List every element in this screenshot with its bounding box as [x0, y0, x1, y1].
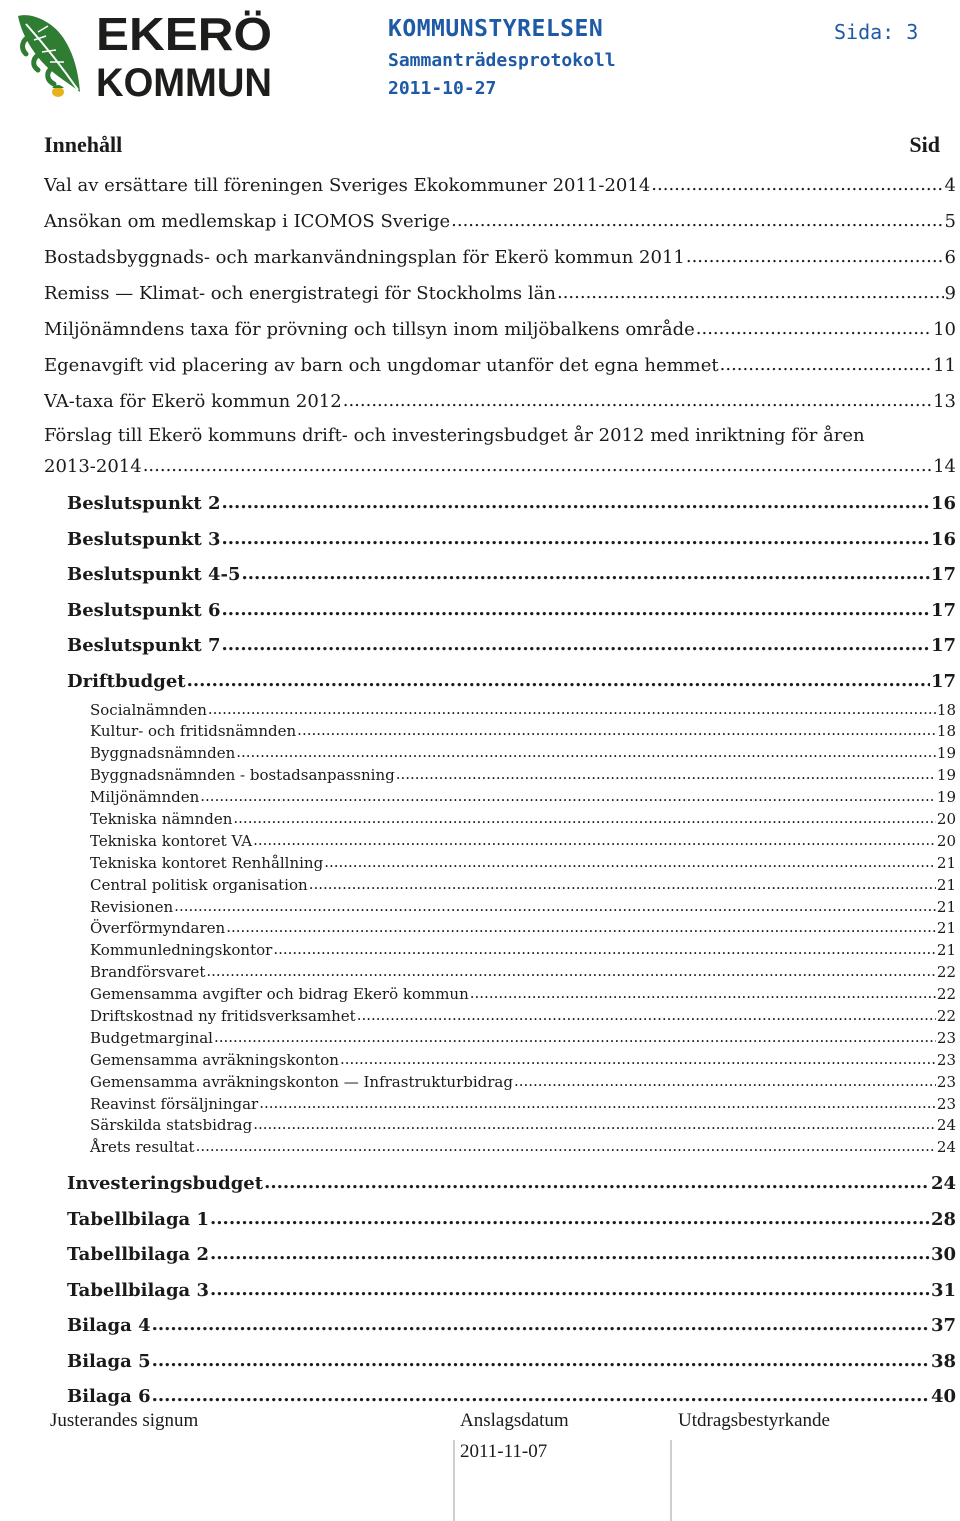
- toc-subentry[interactable]: Bilaga 5 ..... 38: [44, 1344, 956, 1380]
- toc-drift-item[interactable]: Reavinst försäljningar ..... 23: [44, 1094, 956, 1116]
- dot-leader: [297, 720, 936, 742]
- toc-subentry[interactable]: Beslutspunkt 3 ..... 16: [44, 522, 956, 558]
- dot-leader: [233, 808, 936, 830]
- page-number: Sida: 3: [834, 20, 919, 44]
- toc-drift-item[interactable]: Brandförsvaret ..... 22: [44, 962, 956, 984]
- toc-entry[interactable]: Val av ersättare till föreningen Sveriges Ekokommuner 2011-2014 ..... 4: [44, 168, 956, 204]
- dot-leader: [253, 830, 936, 852]
- dot-leader: [514, 1071, 936, 1093]
- toc-entry-budget-line2[interactable]: 2013-2014 ..... 14: [44, 452, 956, 486]
- logo-wordmark-top: EKERÖ: [96, 8, 272, 60]
- toc-subentry[interactable]: Tabellbilaga 3 ..... 31: [44, 1273, 956, 1309]
- toc-heading-row: [44, 132, 940, 162]
- toc-subentry[interactable]: Tabellbilaga 1 ..... 28: [44, 1202, 956, 1238]
- signature-label: Justerandes signum: [50, 1410, 199, 1431]
- toc-drift-item[interactable]: Årets resultat ..... 24: [44, 1137, 956, 1159]
- dot-leader: [152, 1307, 930, 1343]
- dot-leader: [222, 627, 930, 663]
- toc-drift-item[interactable]: Miljönämnden ..... 19: [44, 787, 956, 809]
- toc-drift-item[interactable]: Budgetmarginal ..... 23: [44, 1028, 956, 1050]
- toc-heading: Innehåll: [44, 132, 123, 157]
- toc-entry[interactable]: VA-taxa för Ekerö kommun 2012 ..... 13: [44, 384, 956, 420]
- dot-leader: [309, 874, 936, 896]
- toc-subentry[interactable]: Driftbudget ..... 17: [44, 664, 956, 700]
- dot-leader: [222, 592, 930, 628]
- dot-leader: [226, 917, 936, 939]
- toc-drift-item[interactable]: Central politisk organisation ..... 21: [44, 875, 956, 897]
- footer-divider: [670, 1440, 672, 1521]
- toc-drift-item[interactable]: Byggnadsnämnden ..... 19: [44, 743, 956, 765]
- dot-leader: [210, 1272, 930, 1308]
- dot-leader: [200, 786, 936, 808]
- footer-divider: [453, 1440, 455, 1521]
- dot-leader: [222, 485, 930, 521]
- notice-date: 2011-11-07: [460, 1441, 548, 1462]
- toc-drift-item[interactable]: Driftskostnad ny fritidsverksamhet ..... 22: [44, 1006, 956, 1028]
- toc-subentry[interactable]: Beslutspunkt 2 ..... 16: [44, 486, 956, 522]
- dot-leader: [236, 742, 936, 764]
- protocol-subtitle: Sammanträdesprotokoll: [388, 50, 616, 71]
- dot-leader: [253, 1114, 936, 1136]
- toc-drift-item[interactable]: Tekniska nämnden ..... 20: [44, 809, 956, 831]
- dot-leader: [196, 1136, 936, 1158]
- dot-leader: [264, 1165, 930, 1201]
- toc-entry[interactable]: Miljönämndens taxa för prövning och tillsyn inom miljöbalkens område ..... 10: [44, 312, 956, 348]
- toc-entry[interactable]: Egenavgift vid placering av barn och ungdomar utanför det egna hemmet ..... 11: [44, 348, 956, 384]
- toc-drift-item[interactable]: Särskilda statsbidrag ..... 24: [44, 1115, 956, 1137]
- dot-leader: [396, 764, 936, 786]
- toc-subentry[interactable]: Bilaga 4 ..... 37: [44, 1308, 956, 1344]
- toc-subentry[interactable]: Investeringsbudget ..... 24: [44, 1166, 956, 1202]
- toc-subentry[interactable]: Bilaga 6 ..... 40: [44, 1379, 956, 1415]
- dot-leader: [686, 239, 944, 275]
- table-of-contents: [44, 168, 956, 1415]
- dot-leader: [557, 275, 944, 311]
- toc-subentry[interactable]: Beslutspunkt 7 ..... 17: [44, 628, 956, 664]
- dot-leader: [214, 1027, 936, 1049]
- toc-drift-item[interactable]: Kultur- och fritidsnämnden ..... 18: [44, 721, 956, 743]
- toc-subentry[interactable]: Tabellbilaga 2 ..... 30: [44, 1237, 956, 1273]
- dot-leader: [143, 451, 932, 481]
- ekero-kommun-logo: [12, 6, 274, 100]
- toc-entry[interactable]: Remiss — Klimat- och energistrategi för Stockholms län ..... 9: [44, 276, 956, 312]
- toc-subentry[interactable]: Beslutspunkt 4-5 ..... 17: [44, 557, 956, 593]
- dot-leader: [208, 699, 936, 721]
- dot-leader: [451, 203, 943, 239]
- oak-leaf-icon: [18, 15, 80, 97]
- toc-drift-item[interactable]: Tekniska kontoret Renhållning ..... 21: [44, 853, 956, 875]
- dot-leader: [206, 961, 936, 983]
- toc-page-column-heading: Sid: [909, 132, 940, 157]
- toc-entry[interactable]: Bostadsbyggnads- och markanvändningsplan för Ekerö kommun 2011 ..... 6: [44, 240, 956, 276]
- toc-drift-item[interactable]: Kommunledningskontor ..... 21: [44, 940, 956, 962]
- dot-leader: [152, 1378, 930, 1414]
- dot-leader: [152, 1343, 930, 1379]
- dot-leader: [343, 383, 932, 419]
- toc-drift-item[interactable]: Gemensamma avräkningskonton ..... 23: [44, 1050, 956, 1072]
- dot-leader: [651, 167, 943, 203]
- toc-drift-item[interactable]: Tekniska kontoret VA ..... 20: [44, 831, 956, 853]
- toc-drift-item[interactable]: Gemensamma avräkningskonton — Infrastrukturbidrag ..... 23: [44, 1072, 956, 1094]
- dot-leader: [222, 521, 930, 557]
- dot-leader: [210, 1236, 930, 1272]
- toc-entry-budget-line1[interactable]: Förslag till Ekerö kommuns drift- och investeringsbudget år 2012 med inriktning för åren: [44, 425, 865, 446]
- toc-subentry[interactable]: Beslutspunkt 6 ..... 17: [44, 593, 956, 629]
- dot-leader: [174, 896, 936, 918]
- toc-drift-item[interactable]: Revisionen ..... 21: [44, 897, 956, 919]
- toc-drift-item[interactable]: Socialnämnden ..... 18: [44, 700, 956, 722]
- dot-leader: [210, 1201, 930, 1237]
- logo-wordmark-bottom: KOMMUN: [96, 61, 272, 100]
- toc-drift-item[interactable]: Överförmyndaren ..... 21: [44, 918, 956, 940]
- certification-label: Utdragsbestyrkande: [678, 1410, 830, 1431]
- dot-leader: [340, 1049, 936, 1071]
- dot-leader: [324, 852, 936, 874]
- committee-title: KOMMUNSTYRELSEN: [388, 16, 604, 42]
- dot-leader: [720, 347, 932, 383]
- toc-entry[interactable]: Ansökan om medlemskap i ICOMOS Sverige ..... 5: [44, 204, 956, 240]
- dot-leader: [357, 1005, 936, 1027]
- dot-leader: [273, 939, 936, 961]
- dot-leader: [259, 1093, 936, 1115]
- dot-leader: [696, 311, 932, 347]
- dot-leader: [242, 556, 930, 592]
- dot-leader: [187, 663, 930, 699]
- meeting-date: 2011-10-27: [388, 78, 497, 99]
- toc-drift-item[interactable]: Gemensamma avgifter och bidrag Ekerö kommun ..... 22: [44, 984, 956, 1006]
- toc-drift-item[interactable]: Byggnadsnämnden - bostadsanpassning ..... 19: [44, 765, 956, 787]
- dot-leader: [470, 983, 936, 1005]
- notice-date-label: Anslagsdatum: [460, 1410, 569, 1431]
